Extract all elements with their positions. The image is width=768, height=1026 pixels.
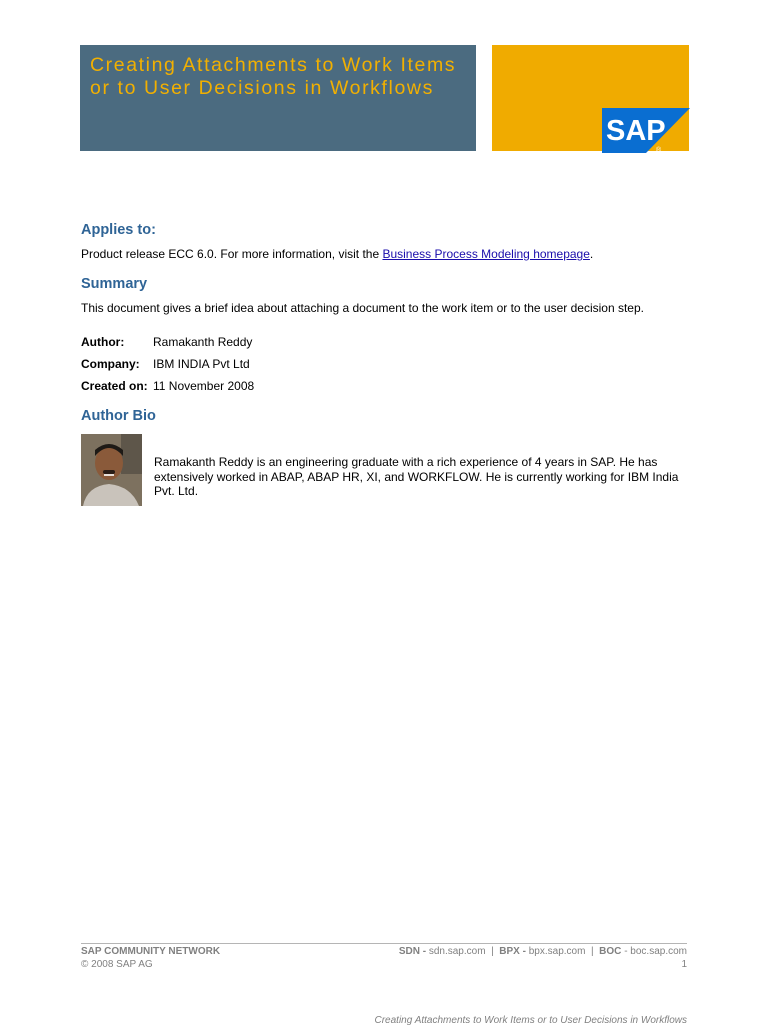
applies-to-text (81, 247, 593, 261)
footer-copyright: © 2008 SAP AG (81, 959, 153, 970)
applies-to-text-after: . (589, 247, 594, 261)
footer-separator-1: | (491, 946, 494, 957)
footer-network: SAP COMMUNITY NETWORK (81, 946, 221, 957)
boc-label: BOC (599, 946, 622, 957)
author-bio-heading: Author Bio (81, 408, 156, 424)
summary-text: This document gives a brief idea about attaching a document to the work item or to the user decision step. (81, 301, 644, 315)
footer-doc-title: Creating Attachments to Work Items or to User Decisions in Workflows (374, 1015, 687, 1026)
footer-left (81, 945, 220, 971)
author-photo-icon (81, 434, 142, 506)
sap-logo (602, 108, 690, 153)
author-value: Ramakanth Reddy (153, 335, 253, 349)
logo-banner (492, 45, 689, 151)
sdn-label: SDN - (398, 946, 427, 957)
sap-logo-text: SAP (606, 115, 666, 147)
bpm-homepage-link[interactable]: Business Process Modeling homepage (382, 247, 590, 261)
company-label: Company: (81, 357, 140, 371)
author-photo (81, 434, 142, 506)
company-value: IBM INDIA Pvt Ltd (153, 357, 250, 371)
footer-links (399, 945, 687, 958)
summary-heading: Summary (81, 276, 148, 292)
svg-text:®: ® (656, 147, 662, 153)
bpx-label: BPX - (499, 946, 526, 957)
title-banner (80, 45, 476, 151)
applies-to-text-before: Product release ECC 6.0. For more information, visit the (81, 247, 383, 261)
bpx-link[interactable]: bpx.sap.com (528, 946, 586, 957)
footer-separator-2: | (591, 946, 594, 957)
document-title: Creating Attachments to Work Items or to User Decisions in Workflows (90, 54, 457, 99)
author-bio-text: Ramakanth Reddy is an engineering graduate with a rich experience of 4 years in SAP. He has extensively worked in ABAP, ABAP HR, XI, and WORKFLOW. He is currently working for IBM India Pvt. Ltd. (154, 455, 679, 498)
author-label: Author: (81, 335, 125, 349)
footer-right (399, 945, 687, 971)
page-number: 1 (681, 959, 687, 970)
created-label: Created on: (81, 379, 148, 393)
created-value: 11 November 2008 (153, 379, 255, 393)
sdn-link[interactable]: sdn.sap.com (428, 946, 486, 957)
applies-to-heading: Applies to: (81, 222, 156, 238)
footer-divider (81, 943, 687, 944)
boc-link[interactable]: - boc.sap.com (624, 946, 687, 957)
